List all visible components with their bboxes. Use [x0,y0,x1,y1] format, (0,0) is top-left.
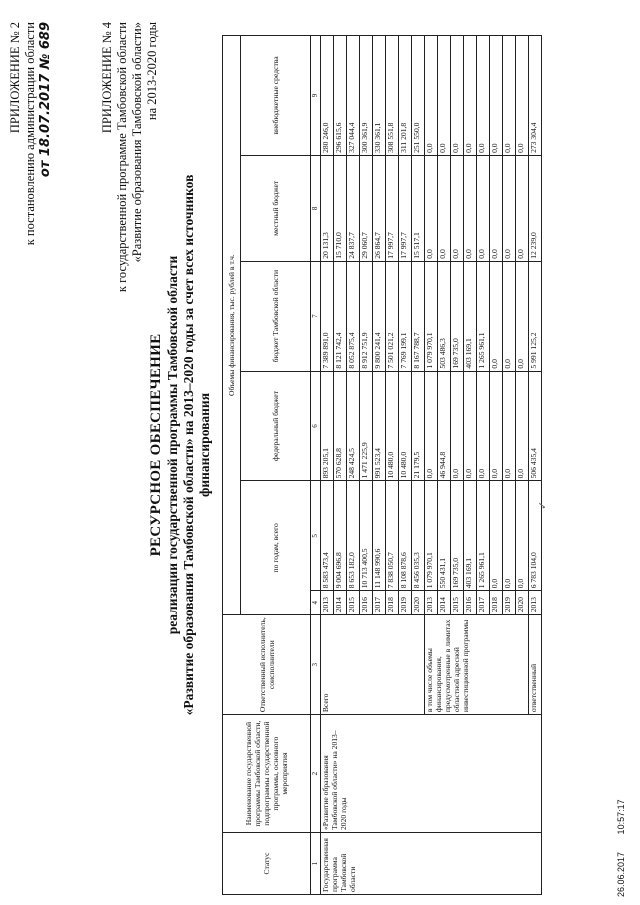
extra-cell: 0,0 [425,36,438,156]
title-line-3: «Развитие образования Тамбовской области» на 2013–2020 годы за счет всех источников финансирования [181,174,212,716]
appendix-main-line2: к государственной программе Тамбовской области [115,22,129,293]
local-cell: 24 837,7 [347,155,360,261]
header-total: по годам, всего [241,481,311,615]
header-local: местный бюджет [241,155,311,261]
print-time: 10:57:17 [616,799,626,835]
year-cell: 2013 [529,591,542,615]
appendix-top-subtitle: к постановлению администрации области [23,22,37,246]
local-cell: 15 710,0 [334,155,347,261]
year-cell: 2017 [373,591,386,615]
index-cell: 6 [311,371,321,481]
regional-cell: 503 486,3 [438,261,451,371]
document-title [148,125,213,765]
federal-cell: 10 480,0 [399,371,412,481]
regional-cell: 5 991 125,2 [529,261,542,371]
regional-cell: 1 265 961,1 [477,261,490,371]
index-cell: 1 [311,833,321,895]
header-federal: федеральный бюджет [241,371,311,481]
year-cell: 2014 [334,591,347,615]
total-cell: 0,0 [516,481,529,591]
year-cell: 2017 [477,591,490,615]
year-cell: 2019 [399,591,412,615]
executor-cell: в том числе объемы финансирования, предусмотренные в лимитах областной адресной инвестиционной программы [425,615,529,715]
extra-cell: 311 201,8 [399,36,412,156]
local-cell: 0,0 [490,155,503,261]
year-cell: 2015 [347,591,360,615]
table-body [321,36,542,895]
federal-cell: 46 944,8 [438,371,451,481]
year-cell: 2019 [503,591,516,615]
total-cell: 0,0 [490,481,503,591]
federal-cell: 0,0 [451,371,464,481]
total-cell: 8 456 035,3 [412,481,425,591]
index-cell: 4 [311,591,321,615]
local-cell: 20 131,3 [321,155,334,261]
extra-cell: 296 615,6 [334,36,347,156]
executor-cell: ответственный [529,615,542,715]
federal-cell: 1 471 225,9 [360,371,373,481]
total-cell: 169 735,0 [451,481,464,591]
extra-cell: 0,0 [438,36,451,156]
local-cell: 0,0 [425,155,438,261]
total-cell: 9 004 696,8 [334,481,347,591]
local-cell: 0,0 [503,155,516,261]
title-line-1: РЕСУРСНОЕ ОБЕСПЕЧЕНИЕ [148,333,164,557]
regional-cell: 8 167 788,7 [412,261,425,371]
regional-cell: 8 052 875,4 [347,261,360,371]
extra-cell: 330 361,1 [373,36,386,156]
total-cell: 550 431,1 [438,481,451,591]
index-cell: 3 [311,615,321,715]
local-cell: 0,0 [516,155,529,261]
local-cell: 15 517,1 [412,155,425,261]
pencil-mark: ✓ [536,500,549,510]
local-cell: 0,0 [477,155,490,261]
header-funding-group: Объемы финансирования, тыс. рублей в т.ч. [223,36,241,615]
extra-cell: 0,0 [451,36,464,156]
extra-cell: 327 044,4 [347,36,360,156]
index-cell: 5 [311,481,321,591]
year-cell: 2020 [412,591,425,615]
header-regional: бюджет Тамбовской области [241,261,311,371]
print-timestamp [616,799,626,897]
extra-cell: 308 551,8 [386,36,399,156]
local-cell: 29 060,7 [360,155,373,261]
regional-cell: 7 769 199,1 [399,261,412,371]
total-cell: 6 783 104,0 [529,481,542,591]
header-status: Статус [223,833,311,895]
executor-cell: Всего [321,615,425,715]
resource-table [222,35,542,895]
total-cell: 403 169,1 [464,481,477,591]
total-cell: 10 713 400,5 [360,481,373,591]
federal-cell: 0,0 [464,371,477,481]
regional-cell: 169 735,0 [451,261,464,371]
appendix-top-handwritten-date: от 18.07.2017 № 689 [38,22,53,178]
federal-cell: 10 480,0 [386,371,399,481]
title-line-2: реализации государственной программы Тамбовской области [165,255,180,635]
federal-cell: 0,0 [503,371,516,481]
extra-cell: 0,0 [516,36,529,156]
federal-cell: 570 628,8 [334,371,347,481]
appendix-main-line4: на 2013-2020 годы [145,22,159,121]
year-cell: 2014 [438,591,451,615]
print-date: 26.06.2017 [616,851,626,897]
regional-cell: 0,0 [503,261,516,371]
appendix-top-title: ПРИЛОЖЕНИЕ № 2 [8,22,22,134]
federal-cell: 0,0 [490,371,503,481]
index-cell: 2 [311,715,321,833]
index-cell: 8 [311,155,321,261]
total-cell: 8 583 473,4 [321,481,334,591]
federal-cell: 991 523,4 [373,371,386,481]
extra-cell: 0,0 [477,36,490,156]
extra-cell: 0,0 [464,36,477,156]
total-cell: 1 265 961,1 [477,481,490,591]
header-name: Наименование государственной программы Тамбовской области, подпрограммы государственной программы, основного мероприятия [223,715,311,833]
extra-cell: 273 304,4 [529,36,542,156]
local-cell: 26 864,7 [373,155,386,261]
federal-cell: 248 424,5 [347,371,360,481]
year-cell: 2015 [451,591,464,615]
year-cell: 2013 [425,591,438,615]
regional-cell: 7 389 891,0 [321,261,334,371]
appendix-header-top [8,22,53,245]
total-cell: 11 148 990,6 [373,481,386,591]
year-cell: 2016 [464,591,477,615]
regional-cell: 7 501 021,2 [386,261,399,371]
local-cell: 17 997,7 [399,155,412,261]
local-cell: 0,0 [464,155,477,261]
federal-cell: 0,0 [516,371,529,481]
year-cell: 2016 [360,591,373,615]
federal-cell: 0,0 [425,371,438,481]
extra-cell: 300 361,9 [360,36,373,156]
year-cell: 2018 [386,591,399,615]
extra-cell: 0,0 [503,36,516,156]
federal-cell: 506 435,4 [529,371,542,481]
regional-cell: 8 121 742,4 [334,261,347,371]
local-cell: 0,0 [438,155,451,261]
total-cell: 0,0 [503,481,516,591]
year-cell: 2018 [490,591,503,615]
total-cell: 8 653 182,0 [347,481,360,591]
year-cell: 2020 [516,591,529,615]
regional-cell: 9 800 241,4 [373,261,386,371]
table-row [321,36,334,895]
federal-cell: 21 179,5 [412,371,425,481]
extra-cell: 280 246,0 [321,36,334,156]
status-cell: Государственная программа Тамбовской области [321,833,542,895]
local-cell: 17 997,7 [386,155,399,261]
regional-cell: 0,0 [516,261,529,371]
header-extra: внебюджетные средства [241,36,311,156]
federal-cell: 893 205,1 [321,371,334,481]
regional-cell: 1 079 970,1 [425,261,438,371]
index-cell: 9 [311,36,321,156]
local-cell: 12 239,0 [529,155,542,261]
header-executor: Ответственный исполнитель, соисполнители [223,615,311,715]
regional-cell: 0,0 [490,261,503,371]
extra-cell: 251 550,0 [412,36,425,156]
local-cell: 0,0 [451,155,464,261]
appendix-main-title: ПРИЛОЖЕНИЕ № 4 [100,22,114,134]
regional-cell: 403 169,1 [464,261,477,371]
appendix-main-line3: «Развитие образования Тамбовской области» [130,22,144,263]
index-cell: 7 [311,261,321,371]
regional-cell: 8 912 751,9 [360,261,373,371]
total-cell: 1 079 970,1 [425,481,438,591]
total-cell: 7 838 050,7 [386,481,399,591]
federal-cell: 0,0 [477,371,490,481]
total-cell: 8 108 878,6 [399,481,412,591]
extra-cell: 0,0 [490,36,503,156]
year-cell: 2013 [321,591,334,615]
name-cell: «Развитие образования Тамбовской области» на 2013–2020 годы [321,715,542,833]
index-row [311,36,321,895]
